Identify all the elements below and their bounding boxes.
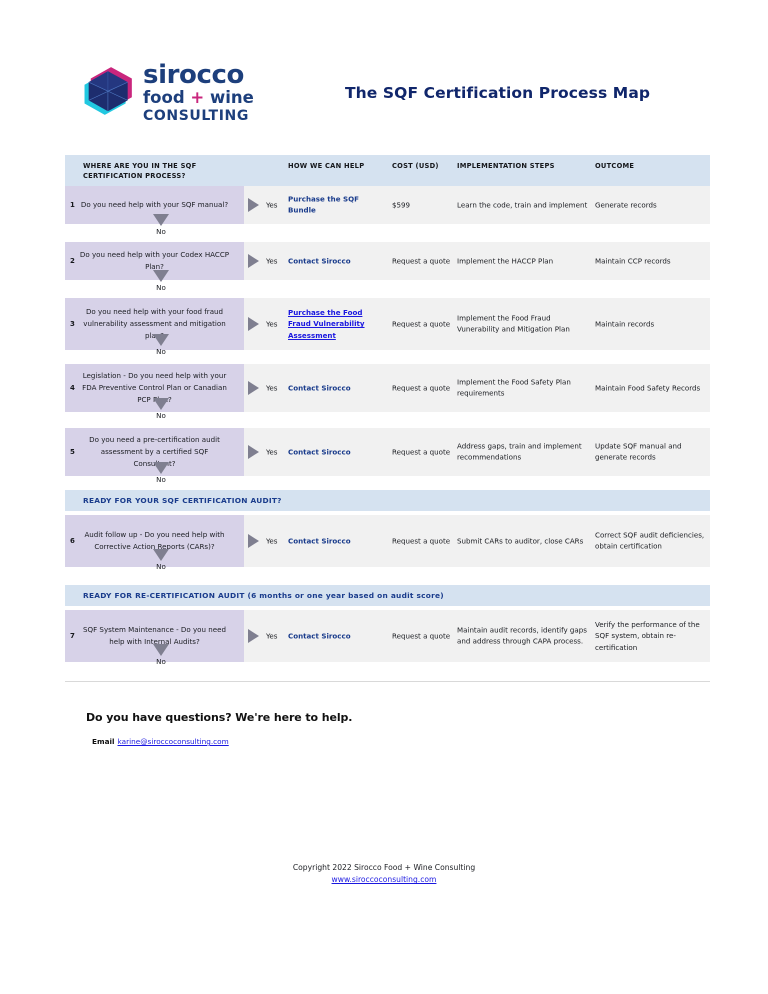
no-branch — [141, 270, 181, 292]
outcome-cell: Verify the performance of the SQF system, obtain re-certification — [595, 619, 700, 652]
help-cell: Contact Sirocco — [288, 383, 351, 393]
section-banner-text: READY FOR YOUR SQF CERTIFICATION AUDIT? — [83, 496, 282, 505]
help-cell: Contact Sirocco — [288, 447, 351, 457]
yes-arrow-icon — [248, 198, 259, 212]
section-banner-text: READY FOR RE-CERTIFICATION AUDIT (6 months or one year based on audit score) — [83, 591, 444, 600]
question-text: Do you need help with your SQF manual? — [80, 200, 229, 210]
help-cell: Contact Sirocco — [288, 536, 351, 546]
cost-cell: Request a quote — [392, 383, 451, 393]
website-link[interactable]: www.siroccoconsulting.com — [331, 875, 437, 885]
yes-label: Yes — [266, 383, 278, 393]
no-arrow-icon — [153, 334, 169, 346]
no-branch — [141, 549, 181, 571]
step-number: 7 — [70, 632, 75, 640]
help-cell[interactable]: Purchase the Food Fraud Vulnerability Assessment — [288, 307, 365, 340]
yes-label: Yes — [266, 200, 278, 210]
no-label: No — [156, 347, 166, 356]
no-branch — [141, 462, 181, 484]
no-branch — [141, 644, 181, 666]
page-header — [0, 52, 768, 134]
question-text: SQF System Maintenance - Do you need help with Internal Audits? — [83, 625, 226, 646]
cost-cell: Request a quote — [392, 319, 451, 329]
help-cell: Contact Sirocco — [288, 631, 351, 641]
yes-label: Yes — [266, 631, 278, 641]
implementation-cell: Submit CARs to auditor, close CARs — [457, 536, 584, 546]
question-text: Legislation - Do you need help with your FDA Preventive Control Plan or Canadian PCP Plan? — [82, 371, 227, 404]
no-label: No — [156, 411, 166, 420]
process-map-table — [65, 155, 710, 666]
yes-label: Yes — [266, 319, 278, 329]
yes-label: Yes — [266, 536, 278, 546]
yes-arrow-icon — [248, 317, 259, 331]
column-header-implementation: IMPLEMENTATION STEPS — [457, 162, 555, 170]
outcome-cell: Generate records — [595, 200, 657, 210]
column-header-help: HOW WE CAN HELP — [288, 162, 365, 170]
no-label: No — [156, 475, 166, 484]
cost-cell: Request a quote — [392, 536, 451, 546]
section-divider — [65, 681, 710, 682]
help-heading: Do you have questions? We're here to help. — [86, 711, 353, 724]
yes-arrow-icon — [248, 445, 259, 459]
email-line — [92, 737, 229, 746]
table-header-row — [65, 155, 710, 186]
page-title: The SQF Certification Process Map — [345, 84, 651, 102]
no-label: No — [156, 562, 166, 571]
implementation-cell: Maintain audit records, identify gaps and address through CAPA process. — [457, 625, 587, 646]
cost-cell: Request a quote — [392, 447, 451, 457]
brand-name: sirocco — [143, 60, 244, 90]
yes-label: Yes — [266, 256, 278, 266]
no-branch — [141, 334, 181, 356]
outcome-cell: Maintain Food Safety Records — [595, 383, 701, 393]
cost-cell: Request a quote — [392, 631, 451, 641]
step-number: 2 — [70, 257, 75, 265]
no-arrow-icon — [153, 462, 169, 474]
step-number: 3 — [70, 320, 75, 328]
brand-descriptor: CONSULTING — [143, 107, 249, 124]
question-text: Do you need help with your food fraud vulnerability assessment and mitigation plan? — [83, 307, 226, 340]
help-cell: Purchase the SQF Bundle — [288, 194, 359, 215]
outcome-cell: Maintain records — [595, 319, 655, 329]
no-arrow-icon — [153, 214, 169, 226]
brand-logo — [84, 60, 254, 123]
no-arrow-icon — [153, 270, 169, 282]
implementation-cell: Learn the code, train and implement — [457, 200, 588, 210]
step-number: 6 — [70, 537, 75, 545]
yes-arrow-icon — [248, 381, 259, 395]
section-banner — [65, 585, 710, 606]
yes-arrow-icon — [248, 629, 259, 643]
no-label: No — [156, 283, 166, 292]
copyright-block — [0, 862, 768, 886]
implementation-cell: Address gaps, train and implement recommendations — [457, 441, 582, 462]
column-header-cost: COST (USD) — [392, 162, 439, 170]
no-arrow-icon — [153, 644, 169, 656]
sirocco-cube-logo-icon — [84, 64, 136, 118]
brand-wordmark — [143, 60, 254, 123]
no-arrow-icon — [153, 398, 169, 410]
no-arrow-icon — [153, 549, 169, 561]
cost-cell: $599 — [392, 200, 411, 210]
implementation-cell: Implement the HACCP Plan — [457, 256, 554, 266]
cost-cell: Request a quote — [392, 256, 451, 266]
no-label: No — [156, 657, 166, 666]
question-text: Do you need help with your Codex HACCP Plan? — [79, 250, 230, 271]
implementation-cell: Implement the Food Safety Plan requirements — [457, 377, 571, 398]
outcome-cell: Correct SQF audit deficiencies, obtain certification — [595, 530, 705, 551]
outcome-cell: Update SQF manual and generate records — [595, 441, 682, 462]
help-cell: Contact Sirocco — [288, 256, 351, 266]
no-label: No — [156, 227, 166, 236]
implementation-cell: Implement the Food Fraud Vunerability and Mitigation Plan — [457, 313, 570, 334]
yes-arrow-icon — [248, 534, 259, 548]
column-header-outcome: OUTCOME — [595, 162, 635, 170]
outcome-cell: Maintain CCP records — [595, 256, 671, 266]
email-link[interactable]: karine@siroccoconsulting.com — [117, 737, 229, 746]
step-number: 4 — [70, 384, 75, 392]
section-banner — [65, 490, 710, 511]
brand-tagline: food + wine — [143, 88, 254, 107]
yes-label: Yes — [266, 447, 278, 457]
step-number: 5 — [70, 448, 75, 456]
copyright-text: Copyright 2022 Sirocco Food + Wine Consulting — [292, 863, 476, 872]
no-branch — [141, 214, 181, 236]
question-text: Do you need a pre-certification audit assessment by a certified SQF Consultant? — [89, 435, 220, 468]
column-header-question: WHERE ARE YOU IN THE SQF CERTIFICATION PROCESS? — [83, 162, 197, 181]
step-number: 1 — [70, 201, 75, 209]
email-label: Email — [92, 737, 115, 746]
question-text: Audit follow up - Do you need help with Corrective Action Reports (CARs)? — [84, 530, 225, 551]
no-branch — [141, 398, 181, 420]
yes-arrow-icon — [248, 254, 259, 268]
